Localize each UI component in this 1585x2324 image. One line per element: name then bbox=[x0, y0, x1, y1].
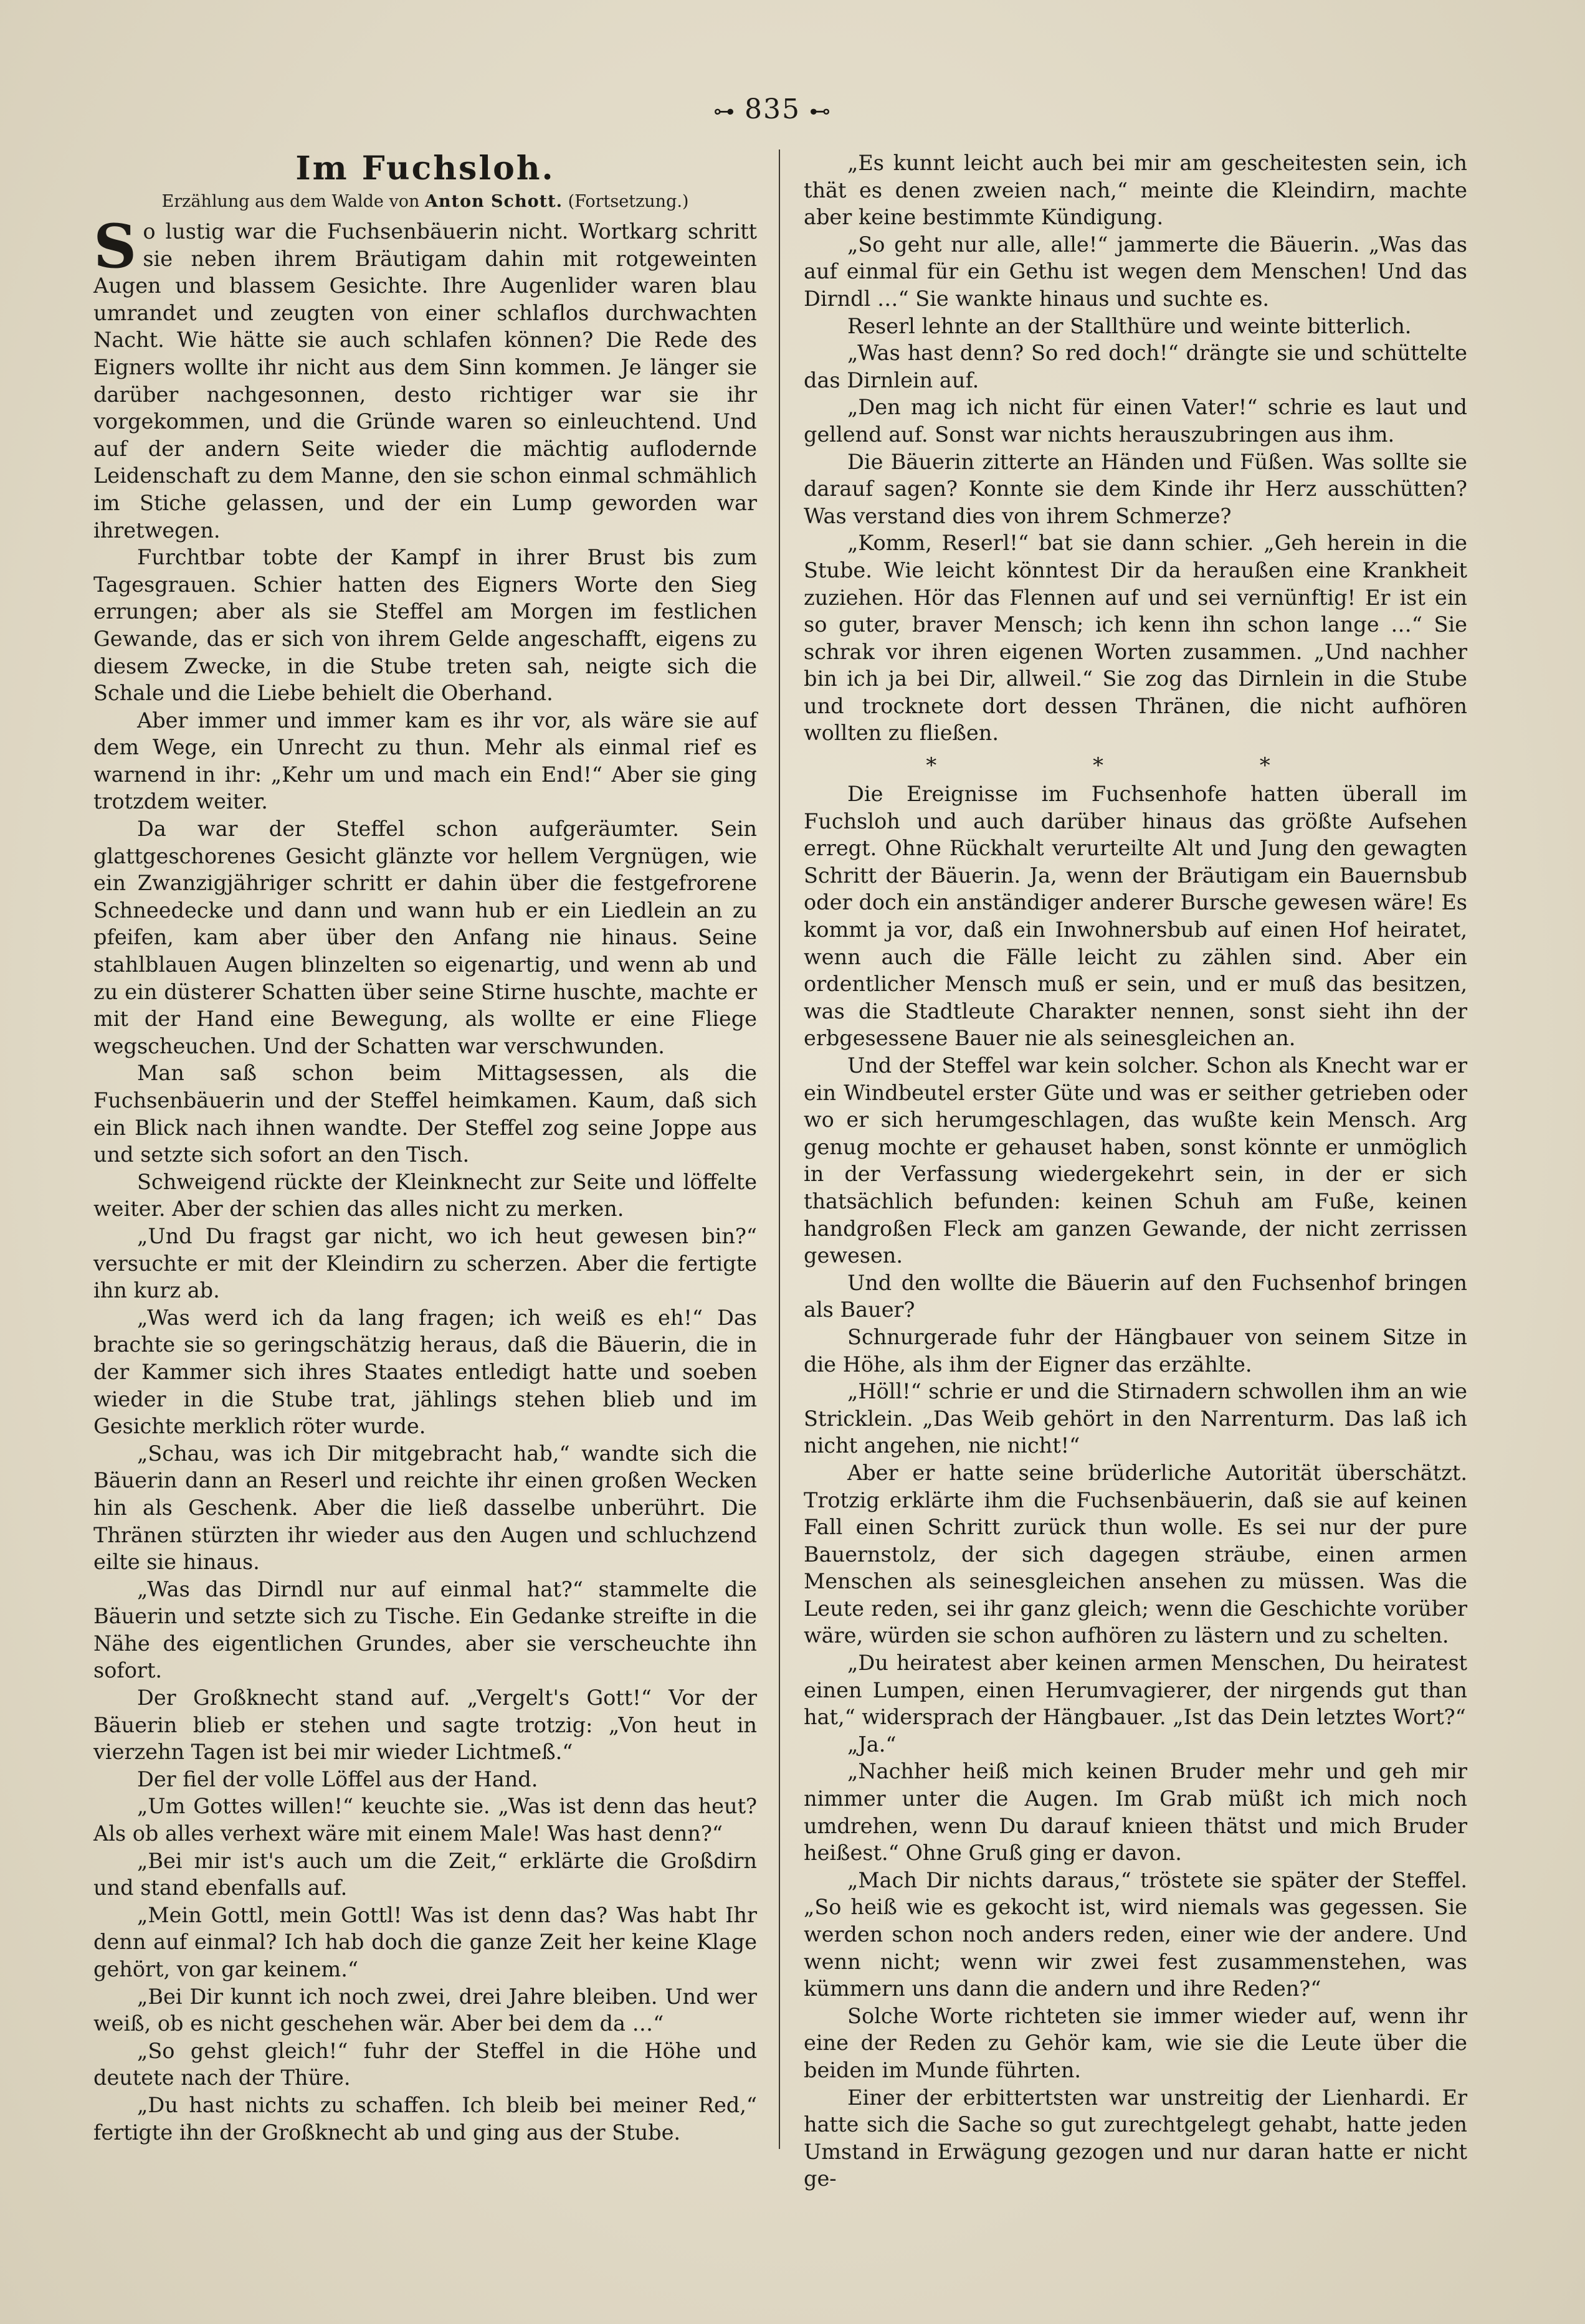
story-title: Im Fuchsloh. bbox=[295, 149, 555, 187]
paragraph: Furchtbar tobte der Kampf in ihrer Brust bis zum Tagesgrauen. Schier hatten des Eigners Worte den Sieg errungen; aber als sie Steffel am Morgen im festlichen Gewande, das er sich von ihrem Gelde angeschafft, eigens zu diesem Zwecke, in die Stube treten sah, neigte sich die Schale und die Liebe behielt die Oberhand. bbox=[93, 545, 757, 706]
first-paragraph bbox=[93, 211, 757, 544]
paragraph: Reserl lehnte an der Stallthüre und weinte bitterlich. bbox=[847, 313, 1412, 338]
paragraph: „Komm, Reserl!“ bat sie dann schier. „Geh herein in die Stube. Wie leicht könntest Dir da heraußen eine Krankheit zuziehen. Hör das Flennen auf und sei vernünftig! Er ist ein so guter, braver Mensch; ich kenn ihn schon lange …“ Sie schrak vor ihren eigenen Worten zusammen. „Und nachher bin ich ja bei Dir, allweil.“ Sie zog das Dirnlein in die Stube und trocknete dort dessen Thränen, die nicht aufhören wollten zu fließen. bbox=[804, 531, 1467, 746]
paragraph: Schnurgerade fuhr der Hängbauer von seinem Sitze in die Höhe, als ihm der Eigner das erzählte. bbox=[804, 1324, 1467, 1377]
paragraph: „Was das Dirndl nur auf einmal hat?“ stammelte die Bäuerin und setzte sich zu Tische. Ein Gedanke streifte in die Nähe des eigentlichen Grundes, aber sie verscheuchte ihn sofort. bbox=[93, 1577, 757, 1683]
paragraph: Einer der erbittertsten war unstreitig der Lienhardi. Er hatte sich die Sache so gut zurechtgelegt gehabt, hatte jeden Umstand in Erwägung gezogen und nur daran hatte er nicht ge- bbox=[804, 2085, 1467, 2191]
paragraph: „Mein Gottl, mein Gottl! Was ist denn das? Was habt Ihr denn auf einmal? Ich hab doch die ganze Zeit her keine Klage gehört, von gar keinem.“ bbox=[93, 1902, 757, 1981]
paragraph: Aber er hatte seine brüderliche Autorität überschätzt. Trotzig erklärte ihm die Fuchsenbäuerin, daß sie auf keinen Fall einen Schritt zurück thun wolle. Es sei nur der pure Bauernstolz, der sich dagegen sträube, einen armen Menschen als seinesgleichen ansehen zu müssen. Was die Leute reden, sei ihr ganz gleich; wenn die Geschichte vorüber wäre, würden sie schon aufhören zu lästern und zu schelten. bbox=[804, 1460, 1467, 1648]
paragraph: „Bei Dir kunnt ich noch zwei, drei Jahre bleiben. Und wer weiß, ob es nicht geschehen wär. Aber bei dem da …“ bbox=[93, 1984, 757, 2036]
paragraph: „Um Gottes willen!“ keuchte sie. „Was ist denn das heut? Als ob alles verhext wäre mit einem Male! Was hast denn?“ bbox=[93, 1794, 757, 1846]
paragraph: Man saß schon beim Mittagsessen, als die Fuchsenbäuerin und der Steffel heimkamen. Kaum, daß sich ein Blick nach ihnen wandte. Der Steffel zog seine Joppe aus und setzte sich sofort an den Tisch. bbox=[93, 1061, 757, 1167]
paragraph: „Mach Dir nichts daraus,“ tröstete sie später der Steffel. „So heiß wie es gekocht ist, wird niemals was gegessen. Sie werden schon noch anders reden, einer wie der andere. Und wenn nicht; wenn wir zwei fest zusammenstehen, was kümmern uns dann die andern und ihre Reden?“ bbox=[804, 1867, 1467, 2001]
paragraph: „So gehst gleich!“ fuhr der Steffel in die Höhe und deutete nach der Thüre. bbox=[93, 2038, 757, 2090]
paragraph: „So geht nur alle, alle!“ jammerte die Bäuerin. „Was das auf einmal für ein Gethu ist wegen dem Menschen! Und das Dirndl …“ Sie wankte hinaus und suchte es. bbox=[804, 232, 1467, 311]
right-paragraphs-after-break bbox=[804, 780, 1467, 2193]
subtitle-suffix: (Fortsetzung.) bbox=[568, 192, 689, 211]
paragraph: Die Ereignisse im Fuchsenhofe hatten überall im Fuchsloh und auch darüber hinaus das größte Aufsehen erregt. Ohne Rückhalt verurteilte Alt und Jung den gewagten Schritt der Bäuerin. Ja, wenn der Bräutigam ein Bauernsbub oder doch ein anständiger anderer Bursche gewesen wäre! Es kommt ja vor, daß ein Inwohnersbub auf einen Hof heiratet, wenn auch die Fälle leicht zu zählen sind. Aber ein ordentlicher Mensch muß er sein, und er muß das besitzen, was die Stadtleute Charakter nennen, sonst sieht ihn der erbgesessene Bauer nie als seinesgleichen an. bbox=[804, 782, 1467, 1051]
ornament-left: ⊶ bbox=[713, 99, 736, 124]
paragraph: „Was werd ich da lang fragen; ich weiß es eh!“ Das brachte sie so geringschätzig heraus, daß die Bäuerin, die in der Kammer sich ihres Staates entledigt hatte und soeben wieder in die Stube trat, jählings stehen blieb und im Gesichte merklich röter wurde. bbox=[93, 1305, 757, 1439]
paragraph: „Den mag ich nicht für einen Vater!“ schrie es laut und gellend auf. Sonst war nichts herauszubringen aus ihm. bbox=[804, 395, 1467, 447]
paragraph: „Schau, was ich Dir mitgebracht hab,“ wandte sich die Bäuerin dann an Reserl und reichte ihr einen großen Wecken hin als Geschenk. Aber die ließ dasselbe unberührt. Die Thränen stürzten ihr wieder aus den Augen und schluchzend eilte sie hinaus. bbox=[93, 1441, 757, 1575]
first-paragraph-text: o lustig war die Fuchsenbäuerin nicht. Wortkarg schritt sie neben ihrem Bräutigam dahin mit rotgeweinten Augen und blassem Gesichte. Ihre Augenlider waren blau umrandet und zeugten von einer schlaflos durchwachten Nacht. Wie hätte sie auch schlafen können? Die Rede des Eigners wollte ihr nicht aus dem Sinn kommen. Je länger sie darüber nachgesonnen, desto richtiger war sie ihr vorgekommen, und die Gründe waren so einleuchtend. Und auf der andern Seite wieder die mächtig auflodernde Leidenschaft zu dem Manne, den sie schon einmal schmählich im Stiche gelassen, und der ein Lump geworden war ihretwegen. bbox=[93, 219, 757, 543]
right-paragraphs-before-break bbox=[804, 149, 1467, 747]
column-divider bbox=[779, 149, 780, 2149]
paragraph: Da war der Steffel schon aufgeräumter. Sein glattgeschorenes Gesicht glänzte vor hellem Vergnügen, wie ein Zwanzigjähriger schritt er dahin über die festgefrorene Schneedecke und dann und wann hub er ein Liedlein an zu pfeifen, kam aber über den Anfang nie hinaus. Seine stahlblauen Augen blinzelten so eigenartig, und wenn ab und zu ein düsterer Schatten über seine Stirne huschte, machte er mit der Hand eine Bewegung, als wollte er eine Fliege wegscheuchen. Und der Schatten war verschwunden. bbox=[93, 817, 757, 1058]
paragraph: „Höll!“ schrie er und die Stirnadern schwollen ihm an wie Stricklein. „Das Weib gehört in den Narrenturm. Das laß ich nicht angehen, nie nicht!“ bbox=[804, 1379, 1467, 1458]
ornament-right: ⊷ bbox=[809, 99, 832, 124]
right-column bbox=[804, 149, 1467, 2193]
paragraph: „Nachher heiß mich keinen Bruder mehr und geh mir nimmer unter die Augen. Im Grab müßt ich mich noch umdrehen, wenn Du darauf knieen thätst und mich Bruder heißest.“ Ohne Gruß ging er davon. bbox=[804, 1759, 1467, 1866]
author-name: Anton Schott. bbox=[424, 192, 563, 211]
drop-cap: S bbox=[93, 211, 137, 282]
paragraph: Und den wollte die Bäuerin auf den Fuchsenhof bringen als Bauer? bbox=[804, 1270, 1467, 1322]
section-break: * * * bbox=[926, 753, 1345, 779]
paragraph: „Es kunnt leicht auch bei mir am gescheitesten sein, ich thät es denen zweien nach,“ meinte die Kleindirn, machte aber keine bestimmte Kündigung. bbox=[804, 151, 1467, 230]
paragraph: Der fiel der volle Löffel aus der Hand. bbox=[137, 1767, 538, 1791]
paragraph: Aber immer und immer kam es ihr vor, als wäre sie auf dem Wege, ein Unrecht zu thun. Mehr als einmal rief es warnend in ihr: „Kehr um und mach ein End!“ Aber sie ging trotzdem weiter. bbox=[93, 708, 757, 814]
left-column bbox=[93, 149, 757, 2146]
paragraph: „Du hast nichts zu schaffen. Ich bleib bei meiner Red,“ fertigte ihn der Großknecht ab und ging aus der Stube. bbox=[93, 2092, 757, 2145]
paragraph: „Du heiratest aber keinen armen Menschen, Du heiratest einen Lumpen, einen Herumvagierer, der nirgends gut than hat,“ widersprach der Hängbauer. „Ist das Dein letztes Wort?“ bbox=[804, 1651, 1467, 1730]
left-paragraphs bbox=[93, 544, 757, 2146]
subtitle-prefix: Erzählung aus dem Walde von bbox=[161, 192, 420, 211]
paragraph: „Was hast denn? So red doch!“ drängte sie und schüttelte das Dirnlein auf. bbox=[804, 341, 1467, 392]
paragraph: „Ja.“ bbox=[847, 1732, 897, 1757]
paragraph: „Und Du fragst gar nicht, wo ich heut gewesen bin?“ versuchte er mit der Kleindirn zu scherzen. Aber die fertigte ihn kurz ab. bbox=[93, 1223, 757, 1303]
paragraph: Die Bäuerin zitterte an Händen und Füßen. Was sollte sie darauf sagen? Konnte sie dem Kinde ihr Herz ausschütten? Was verstand dies von ihrem Schmerze? bbox=[804, 449, 1467, 528]
paragraph: Und der Steffel war kein solcher. Schon als Knecht war er ein Windbeutel erster Güte und was er seither getrieben oder wo er sich herumgeschlagen, das wußte kein Mensch. Arg genug mochte er gehauset haben, sonst könnte er unmöglich in der Verfassung wiedergekehrt sein, in der er sich thatsächlich befunden: keinen Schuh am Fuße, keinen handgroßen Fleck am ganzen Gewande, der nicht zerrissen gewesen. bbox=[804, 1053, 1467, 1268]
paragraph: „Bei mir ist's auch um die Zeit,“ erklärte die Großdirn und stand ebenfalls auf. bbox=[93, 1848, 757, 1900]
page-number: 835 bbox=[745, 93, 801, 125]
story-subtitle bbox=[93, 188, 757, 216]
paragraph: Solche Worte richteten sie immer wieder auf, wenn ihr eine der Reden zu Gehör kam, wie sie die Leute über die beiden im Munde führten. bbox=[804, 2003, 1467, 2082]
page-number-header bbox=[685, 93, 860, 125]
paragraph: Der Großknecht stand auf. „Vergelt's Gott!“ Vor der Bäuerin blieb er stehen und sagte trotzig: „Von heut in vierzehn Tagen ist bei mir wieder Lichtmeß.“ bbox=[93, 1686, 757, 1765]
paragraph: Schweigend rückte der Kleinknecht zur Seite und löffelte weiter. Aber der schien das alles nicht zu merken. bbox=[93, 1169, 757, 1221]
